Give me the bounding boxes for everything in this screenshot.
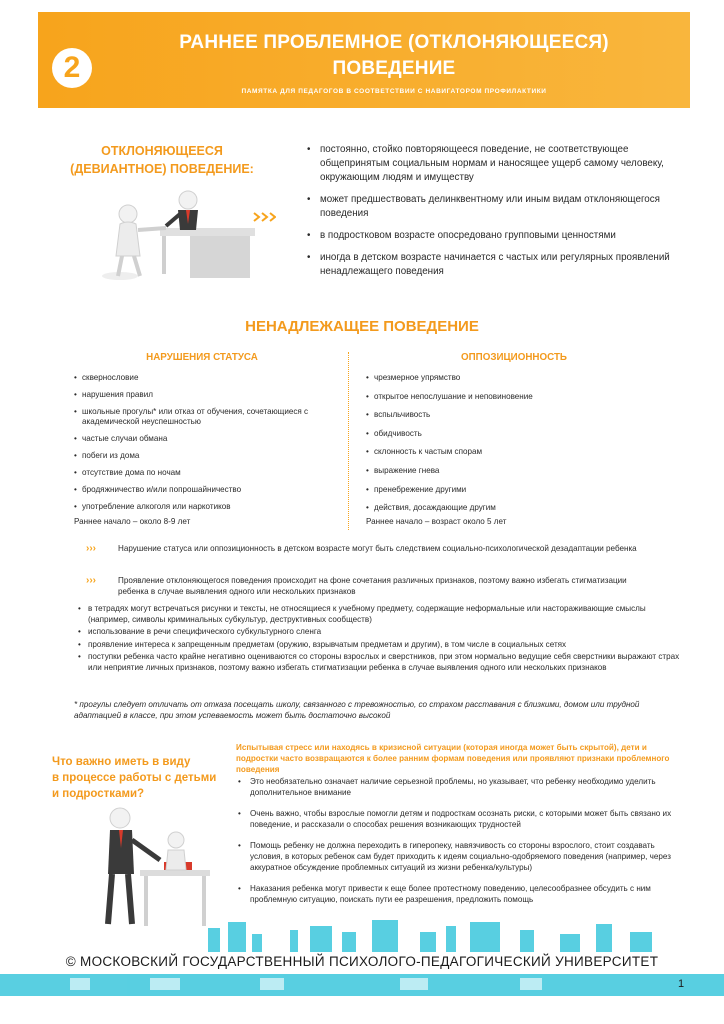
- status-violations-list: [74, 373, 336, 519]
- status-onset-age: Раннее начало – около 8-9 лет: [74, 517, 191, 526]
- work-advice-list: [236, 776, 682, 915]
- note-text: Проявление отклоняющегося поведения происходит на фоне сочетания различных признаков, поэтому важно избегать стигматизации ребенка в случае выявления одного или нескольких признаков: [118, 576, 627, 596]
- opposition-list: [366, 373, 666, 522]
- page-title-line-1: РАННЕЕ ПРОБЛЕМНОЕ (ОТКЛОНЯЮЩЕЕСЯ): [179, 32, 609, 53]
- list-item: • открытое непослушание и неповиновение: [366, 392, 666, 402]
- list-item: • сквернословие: [74, 373, 336, 383]
- list-item: • в подростковом возрасте опосредовано групповыми ценностями: [306, 229, 700, 243]
- work-title-line-3: и подростками?: [52, 788, 145, 800]
- column-divider: [348, 352, 349, 530]
- list-item: • постоянно, стойко повторяющееся поведение, не соответствующее общепринятым социальным нормам и наносящее ущерб самому человеку, окружающим людям и имуществу: [306, 143, 700, 185]
- status-violations-title: НАРУШЕНИЯ СТАТУСА: [146, 352, 258, 363]
- chevron-arrow-icon: ›››: [86, 575, 96, 586]
- list-item: • использование в речи специфического субкультурного сленга: [78, 627, 682, 638]
- page-title-line-2: ПОВЕДЕНИЕ: [332, 58, 456, 79]
- list-item: • Наказания ребенка могут привести к еще более протестному поведению, целесообразнее обсудить с ним проблемную ситуацию, поискать пути ее разрешения, предложить помощь: [236, 883, 682, 905]
- opposition-onset-age: Раннее начало – возраст около 5 лет: [366, 517, 507, 526]
- deviant-list: [306, 143, 700, 287]
- truancy-footnote: * прогулы следует отличать от отказа посещать школу, связанного с тревожностью, со страхом расставания с близкими, домом или трудной адаптацией в классе, при этом успеваемость может быть достаточно высокой: [74, 700, 640, 721]
- opposition-title: ОППОЗИЦИОННОСТЬ: [461, 352, 567, 363]
- header-banner: [38, 12, 690, 108]
- list-item: • действия, досаждающие другим: [366, 503, 666, 513]
- figures-at-desk-illustration: [100, 178, 270, 282]
- list-item: • вспыльчивость: [366, 410, 666, 420]
- note-text: Нарушение статуса или оппозиционность в детском возрасте могут быть следствием социально-психологической дезадаптации ребенка: [118, 544, 637, 553]
- list-item: • проявление интереса к запрещенным предметам (оружию, взрывчатым предметам и другим), в том числе в социальных сетях: [78, 640, 682, 651]
- note-maladaptation: [86, 543, 646, 554]
- copyright-text: © МОСКОВСКИЙ ГОСУДАРСТВЕННЫЙ ПСИХОЛОГО-ПЕДАГОГИЧЕСКИЙ УНИВЕРСИТЕТ: [0, 953, 724, 971]
- list-item: • употребление алкоголя или наркотиков: [74, 502, 336, 512]
- list-item: • Это необязательно означает наличие серьезной проблемы, но указывает, что ребенку необходимо уделить дополнительное внимание: [236, 776, 682, 798]
- deviant-title: [62, 142, 262, 178]
- list-item: • бродяжничество и/или попрошайничество: [74, 485, 336, 495]
- work-question-title: [52, 754, 222, 802]
- list-item: • Очень важно, чтобы взрослые помогли детям и подросткам осознать риски, с которыми может быть связано их поведение, и рассказали о способах решения возникающих трудностей: [236, 808, 682, 830]
- list-item: • иногда в детском возрасте начинается с частых или регулярных проявлений ненадлежащего поведения: [306, 251, 700, 279]
- work-title-line-1: Что важно иметь в виду: [52, 756, 191, 768]
- deviant-title-line-2: (ДЕВИАНТНОЕ) ПОВЕДЕНИЕ:: [70, 162, 254, 176]
- note-stigmatization: [86, 575, 646, 597]
- list-item: • может предшествовать делинквентному или иным видам отклоняющегося поведения: [306, 193, 700, 221]
- list-item: • нарушения правил: [74, 390, 336, 400]
- list-item: • школьные прогулы* или отказ от обучения, сочетающиеся с академической неуспешностью: [74, 407, 336, 428]
- list-item: • выражение гнева: [366, 466, 666, 476]
- adult-helping-child-illustration: [80, 800, 220, 932]
- list-item: • пренебрежение другими: [366, 485, 666, 495]
- list-item: • частые случаи обмана: [74, 434, 336, 444]
- list-item: • в тетрадях могут встречаться рисунки и тексты, не относящиеся к учебному предмету, содержащие неформальные или настораживающие смыслы (например, символы криминальных субкультур, деструктивных сообществ): [78, 604, 682, 625]
- work-title-line-2: в процессе работы с детьми: [52, 772, 217, 784]
- deviant-title-line-1: ОТКЛОНЯЮЩЕЕСЯ: [101, 144, 223, 158]
- list-item: • чрезмерное упрямство: [366, 373, 666, 383]
- stress-intro: Испытывая стресс или находясь в кризисной ситуации (которая иногда может быть скрытой), дети и подростки часто возвращаются к более ранним формам поведения или проявляют признаки проблемного поведения: [236, 743, 670, 774]
- page-title: [98, 30, 690, 82]
- list-item: • Помощь ребенку не должна переходить в гиперопеку, навязчивость со стороны взрослого, стоит создавать условия, в которых ребенок сам будет приходить к идеям социально-одобряемого поведения (например, через аккуратное обсуждение проблемных ситуаций из жизни ребенка/культуры): [236, 840, 682, 873]
- section-number-badge: 2: [52, 48, 92, 88]
- signs-list: [78, 604, 682, 676]
- chevron-arrow-icon: ›››: [86, 543, 96, 554]
- list-item: • склонность к частым спорам: [366, 447, 666, 457]
- page-subtitle: ПАМЯТКА ДЛЯ ПЕДАГОГОВ В СООТВЕТСТВИИ С НАВИГАТОРОМ ПРОФИЛАКТИКИ: [241, 88, 547, 95]
- list-item: • побеги из дома: [74, 451, 336, 461]
- page-number: 1: [678, 978, 685, 990]
- list-item: • отсутствие дома по ночам: [74, 468, 336, 478]
- list-item: • поступки ребенка часто крайне негативно оцениваются со стороны взрослых и сверстников, при этом нормально ведущие себя сверстники выражают страх или неприятие личных признаков, поэтому важно избегать стигматизации ребенка в случае выявления одного или нескольких признаков: [78, 652, 682, 673]
- list-item: • обидчивость: [366, 429, 666, 439]
- chevron-arrow-icon: [252, 210, 276, 224]
- improper-behavior-title: НЕНАДЛЕЖАЩЕЕ ПОВЕДЕНИЕ: [245, 318, 479, 335]
